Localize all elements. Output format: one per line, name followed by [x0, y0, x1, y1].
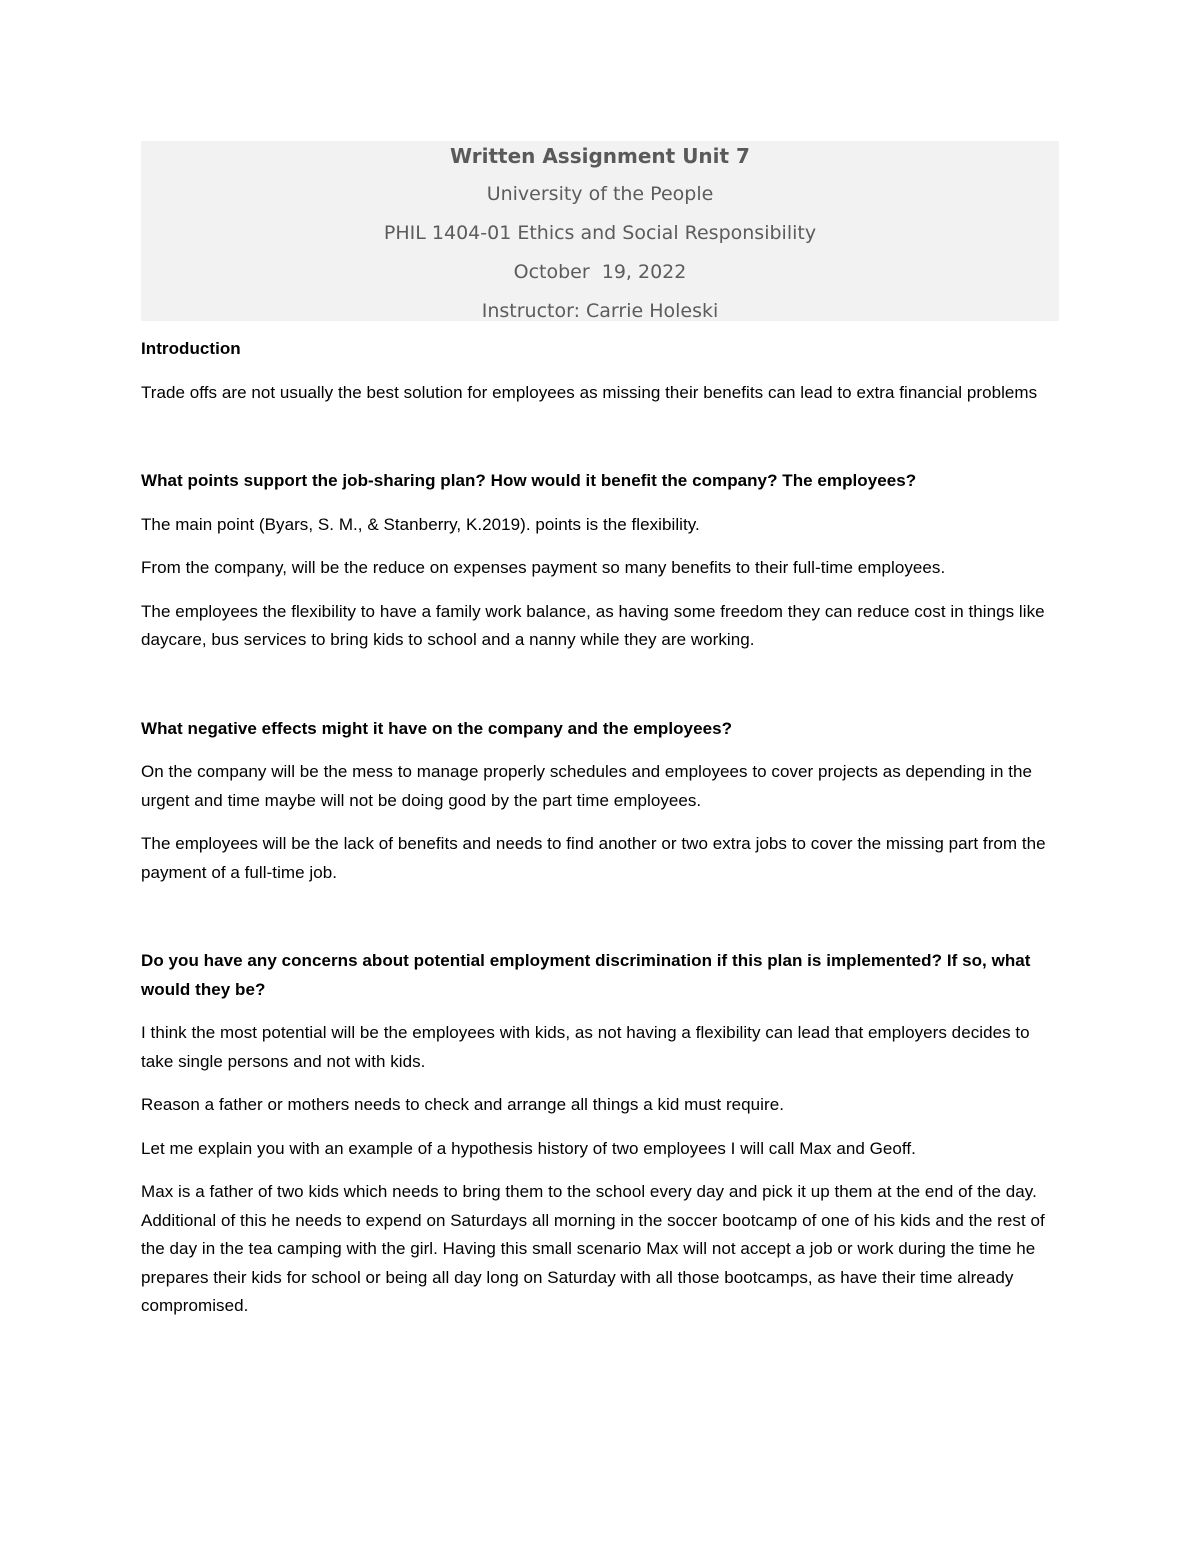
section2-heading: What negative effects might it have on the company and the employees?	[141, 718, 733, 738]
section1-heading: What points support the job-sharing plan? How would it benefit the company? The employees?	[141, 471, 917, 490]
section3-paragraph: I think the most potential will be the employees with kids, as not having a flexibility can lead that employers decides to take single persons and not with kids.	[141, 1023, 1030, 1071]
section1-paragraph: The main point (Byars, S. M., & Stanberry, K.2019). points is the flexibility.	[141, 514, 700, 534]
title-block	[141, 141, 1059, 321]
document-body	[141, 335, 1059, 1321]
document-page	[141, 141, 1059, 1321]
section3-paragraph: Reason a father or mothers needs to check and arrange all things a kid must require.	[141, 1095, 784, 1114]
introduction-text: Trade offs are not usually the best solution for employees as missing their benefits can lead to extra financial problems	[141, 382, 1038, 402]
section3-paragraph: Let me explain you with an example of a hypothesis history of two employees I will call Max and Geoff.	[141, 1138, 916, 1158]
section2-paragraph: The employees will be the lack of benefits and needs to find another or two extra jobs to cover the missing part from the payment of a full-time job.	[141, 834, 1046, 882]
section1-paragraph: The employees the flexibility to have a family work balance, as having some freedom they can reduce cost in things like daycare, bus services to bring kids to school and a nanny while they are working.	[141, 601, 1045, 649]
document-title: Written Assignment Unit 7	[450, 144, 750, 168]
section3-heading: Do you have any concerns about potential employment discrimination if this plan is implemented? If so, what would they be?	[141, 951, 1031, 999]
introduction-heading: Introduction	[141, 339, 241, 358]
document-date: October 19, 2022	[513, 261, 687, 283]
instructor-name: Instructor: Carrie Holeski	[481, 300, 719, 322]
university-name: University of the People	[486, 183, 714, 205]
section3-paragraph: Max is a father of two kids which needs to bring them to the school every day and pick it up them at the end of the day. Additional of this he needs to expend on Saturdays all morning in the soccer bootcamp of one of his kids and the rest of the day in the tea camping with the girl. Having this small scenario Max will not accept a job or work during the time he prepares their kids for school or being all day long on Saturday with all those bootcamps, as have their time already compromised.	[141, 1182, 1045, 1315]
course-name: PHIL 1404-01 Ethics and Social Responsibility	[383, 222, 817, 244]
section2-paragraph: On the company will be the mess to manage properly schedules and employees to cover projects as depending in the urgent and time maybe will not be doing good by the part time employees.	[141, 762, 1033, 810]
section1-paragraph: From the company, will be the reduce on expenses payment so many benefits to their full-time employees.	[141, 558, 946, 577]
